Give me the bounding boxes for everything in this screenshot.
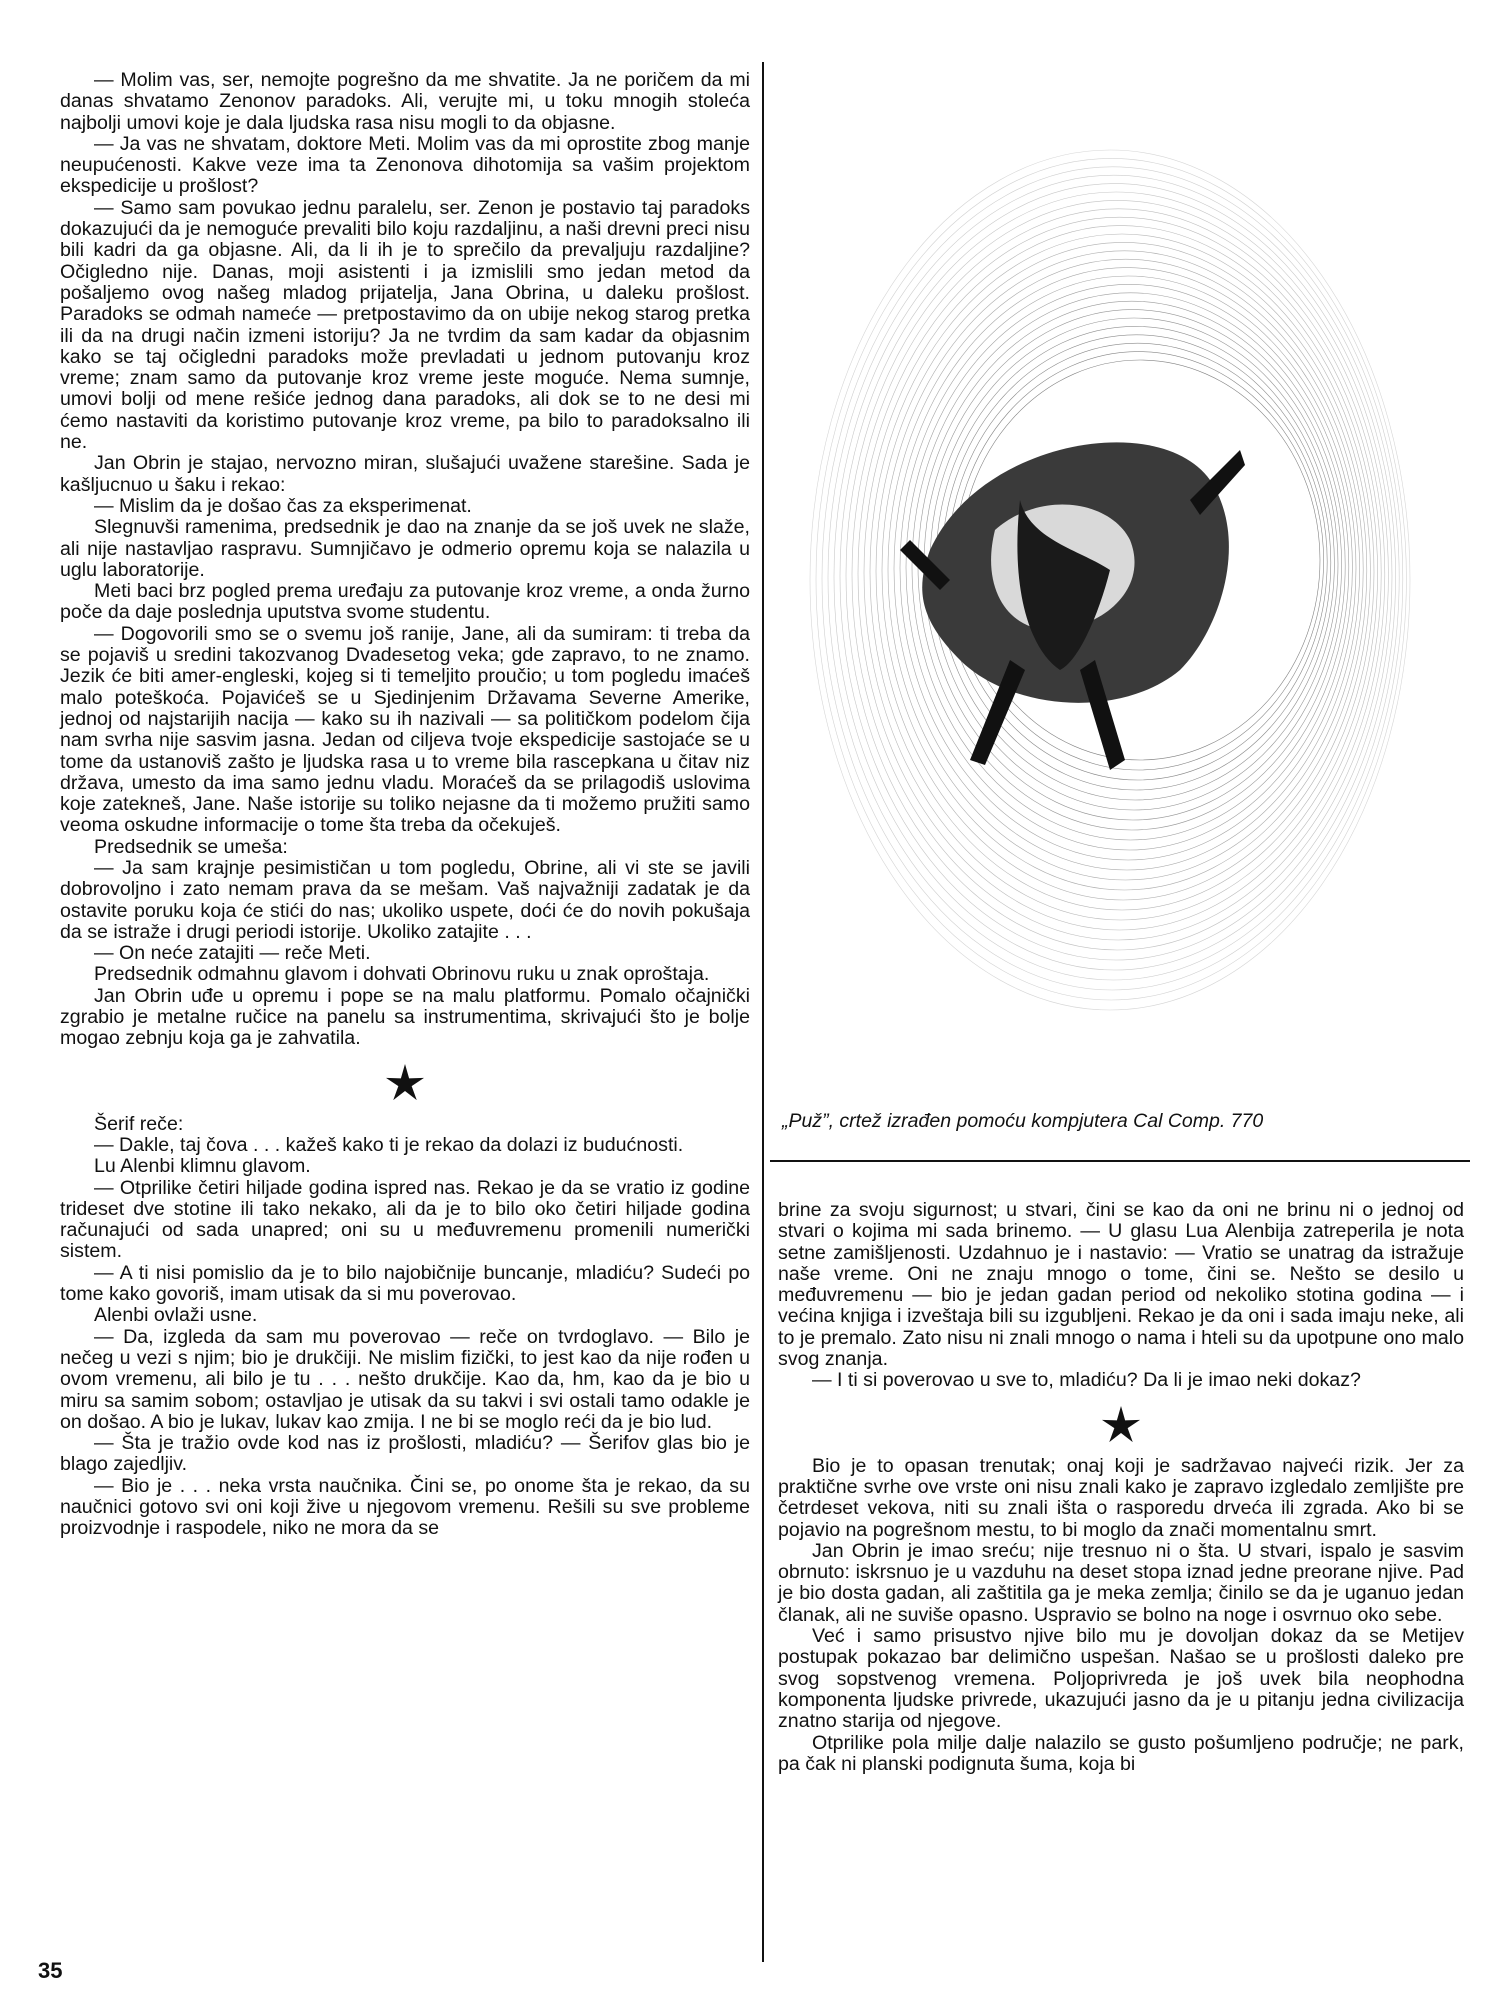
paragraph: — Bio je . . . neka vrsta naučnika. Čini se, po onome šta je rekao, da su naučnici gotovo svi oni koji žive u njegovom vremenu. Rešili su sve probleme proizvodnje i raspodele, niko ne mora da se [60, 1474, 750, 1540]
caption-rule [770, 1160, 1470, 1162]
paragraph: Lu Alenbi klimnu glavom. [94, 1155, 311, 1178]
paragraph: Alenbi ovlaži usne. [94, 1304, 258, 1327]
figure-caption: „Puž”, crtež izrađen pomoću kompjutera Cal Comp. 770 [782, 1110, 1264, 1132]
right-text-column [778, 1200, 1464, 1960]
paragraph: Bio je to opasan trenutak; onaj koji je sadržavao najveći rizik. Jer za praktične svrhe ove vrste oni nisu znali kako je zapravo izgledalo zemljište pre četrdeset vekova, niti su znali išta o rasporedu drveća ili zgrada. Ako bi se pojavio na pogrešnom mestu, to bi moglo da znači momentalnu smrt. [778, 1454, 1464, 1541]
column-divider [762, 62, 764, 1962]
paragraph: Otprilike pola milje dalje nalazilo se gusto pošumljeno područje; ne park, pa čak ni planski podignuta šuma, koja bi [778, 1731, 1464, 1775]
paragraph: Meti baci brz pogled prema uređaju za putovanje kroz vreme, a onda žurno poče da daje poslednja uputstva svome studentu. [60, 580, 750, 624]
paragraph: — I ti si poverovao u sve to, mladiću? Da li je imao neki dokaz? [812, 1369, 1361, 1392]
page-number: 35 [38, 1958, 63, 1983]
paragraph: Jan Obrin uđe u opremu i pope se na malu platformu. Pomalo očajnički zgrabio je metalne ručice na panelu sa instrumentima, skrivajući što je bolje mogao zebnju koja ga je zahvatila. [60, 984, 750, 1050]
paragraph: Već i samo prisustvo njive bilo mu je dovoljan dokaz da se Metijev postupak pokazao bar delimično uspešan. Našao se u prošlosti daleko pre svog sopstvenog vremena. Poljoprivreda je još uvek bila neophodna komponenta ljudske privrede, ukazujući jasno da je u pitanju jedna civilizacija znatno starija od njegove. [778, 1625, 1464, 1733]
paragraph: — Ja sam krajnje pesimističan u tom pogledu, Obrine, ali vi ste se javili dobrovoljno i zato nemam prava da se mešam. Vaš najvažniji zadatak je da ostavite poruku koja će stići do nas; ukoliko uspete, doći će do novih pokušaja da se istraže i drugi periodi istorije. Ukoliko zatajite . . . [60, 856, 750, 943]
paragraph: Predsednik odmahnu glavom i dohvati Obrinovu ruku u znak oproštaja. [94, 963, 710, 986]
paragraph: — On neće zatajiti — reče Meti. [94, 942, 371, 965]
paragraph: Slegnuvši ramenima, predsednik je dao na znanje da se još uvek ne slaže, ali nije nastavljao raspravu. Sumnjičavo je odmerio opremu koja se nalazila u uglu laboratorije. [60, 516, 750, 581]
paragraph: — Mislim da je došao čas za eksperimenat. [94, 494, 472, 517]
paragraph: Jan Obrin je stajao, nervozno miran, slušajući uvažene starešine. Sada je kašljucnuo u šaku i rekao: [60, 452, 750, 496]
paragraph: — Samo sam povukao jednu paralelu, ser. Zenon je postavio taj paradoks dokazujući da je nemoguće prevaliti bilo koju razdaljinu, a naši drevni preci nisu bili kadri da ga objasne. Ali, da li ih je to sprečilo da prevaljuju razdaljine? Očigledno nije. Danas, moji asistenti i ja izmislili smo jedan metod da pošaljemo ovog našeg mladog prijatelja, Jana Obrina, u daleku prošlost. Paradoks se odmah nameće — pretpostavimo da on ubije nekog starog pretka ili da na drugi način izmeni istoriju? Ja ne tvrdim da sam kadar da objasnim kako se taj očigledni paradoks može prevladati u jednom putovanju kroz vreme; znam samo da putovanje kroz vreme jeste moguće. Nema sumnje, umovi bolji od mene rešiće jednog dana paradoks, ali dok se to ne desi mi ćemo nastaviti da koristimo putovanje kroz vreme, pa bilo to paradoksalno ili ne. [60, 196, 750, 454]
paragraph: — Dakle, taj čova . . . kažeš kako ti je rekao da dolazi iz budućnosti. [94, 1133, 684, 1156]
paragraph: — Otprilike četiri hiljade godina ispred nas. Rekao je da se vratio iz godine trideset dve stotine ili tako nekako, ali da je to bilo oko četiri hiljade godina računajući od sada unapred; oni su u međuvremenu promenili numerički sistem. [60, 1176, 750, 1263]
star-icon [60, 1062, 750, 1106]
computer-drawing-snail-figure [780, 70, 1470, 1100]
paragraph: Predsednik se umeša: [94, 835, 288, 858]
left-text-column [60, 70, 750, 1950]
left-section-before-star [60, 70, 750, 1050]
left-section-after-star [60, 1114, 750, 1540]
paragraph: — Dogovorili smo se o svemu još ranije, Jane, ali da sumiram: ti treba da se pojaviš u sredini takozvanog Dvadesetog veka; gde zapravo, to ne znamo. Jezik će biti amer-engleski, kojeg si ti temeljito proučio; u tom pogledu imaćeš malo poteškoća. Pojavićeš se u Sjedinjenim Državama Severne Amerike, jednoj od najstarijih nacija — kako su ih nazivali — sa političkom podelom čija nam svrha nije sasvim jasna. Jedan od ciljeva tvoje ekspedicije sastojaće se u tome da ustanoviš zašto je ljudska rasa u to vreme bila rascepkana u čitav niz država, umesto da ima samo jednu vladu. Moraćeš da se prilagodiš uslovima koje zatekneš, Jane. Naše istorije su toliko nejasne da ti možemo pružiti samo veoma oskudne informacije o tome šta treba da očekuješ. [60, 622, 750, 837]
right-section-after-star [778, 1456, 1464, 1775]
paragraph: — A ti nisi pomislio da je to bilo najobičnije buncanje, mladiću? Sudeći po tome kako govoriš, imam utisak da si mu poverovao. [60, 1261, 750, 1306]
paragraph: brine za svoju sigurnost; u stvari, čini se kao da oni ne brinu ni o jednoj od stvari o kojima mi sada brinemo. — U glasu Lua Alenbija zatreperila je nota setne zamišljenosti. Uzdahnuo je i nastavio: — Vratio se unatrag da istražuje naše vreme. Oni ne znaju mnogo o tome, čini se. Nešto se desilo u međuvremenu — bio je jedan gadan period od nekoliko stotina godina — i većina knjiga i izveštaja bili su izgubljeni. Rekao je da oni i sada imaju neke, ali to je premalo. Zato nisu ni znali mnogo o nama i hteli su da upotpune ono malo svog znanja. [778, 1199, 1464, 1371]
paragraph: — Ja vas ne shvatam, doktore Meti. Molim vas da mi oprostite zbog manje neupućenosti. Kakve veze ima ta Zenonova dihotomija sa vašim projektom ekspedicije u prošlost? [60, 132, 750, 198]
paragraph: Šerif reče: [94, 1112, 184, 1135]
paragraph: — Molim vas, ser, nemojte pogrešno da me shvatite. Ja ne poričem da mi danas shvatamo Zenonov paradoks. Ali, verujte mi, u toku mnogih stoleća najbolji umovi koje je dala ljudska rasa nisu mogli to da objasne. [60, 69, 750, 134]
right-section-before-star [778, 1200, 1464, 1392]
paragraph: — Šta je tražio ovde kod nas iz prošlosti, mladiću? — Šerifov glas bio je blago zajedljiv. [60, 1432, 750, 1476]
paragraph: Jan Obrin je imao sreću; nije tresnuo ni o šta. U stvari, ispalo je sasvim obrnuto: iskrsnuo je u vazduhu na deset stopa iznad jedne preorane njive. Pad je bio dosta gadan, ali zaštitila ga je meka zemlja; činilo se da je uganuo jedan članak, ali ne suviše opasno. Uspravio se bolno na noge i osvrnuo oko sebe. [778, 1539, 1464, 1626]
star-icon [778, 1404, 1464, 1448]
paragraph: — Da, izgleda da sam mu poverovao — reče on tvrdoglavo. — Bilo je nečeg u vezi s njim; bio je drukčiji. Ne mislim fizički, to jest kao da nije rođen u ovom vremenu, ali bilo je tu . . . nešto drukčije. Kao da, hm, kao da je bio u miru sa samim sobom; ostavljao je utisak da su takvi i svi ostali tamo odakle je on došao. A bio je lukav, lukav kao zmija. I ne bi se moglo reći da je bio lud. [60, 1325, 750, 1433]
